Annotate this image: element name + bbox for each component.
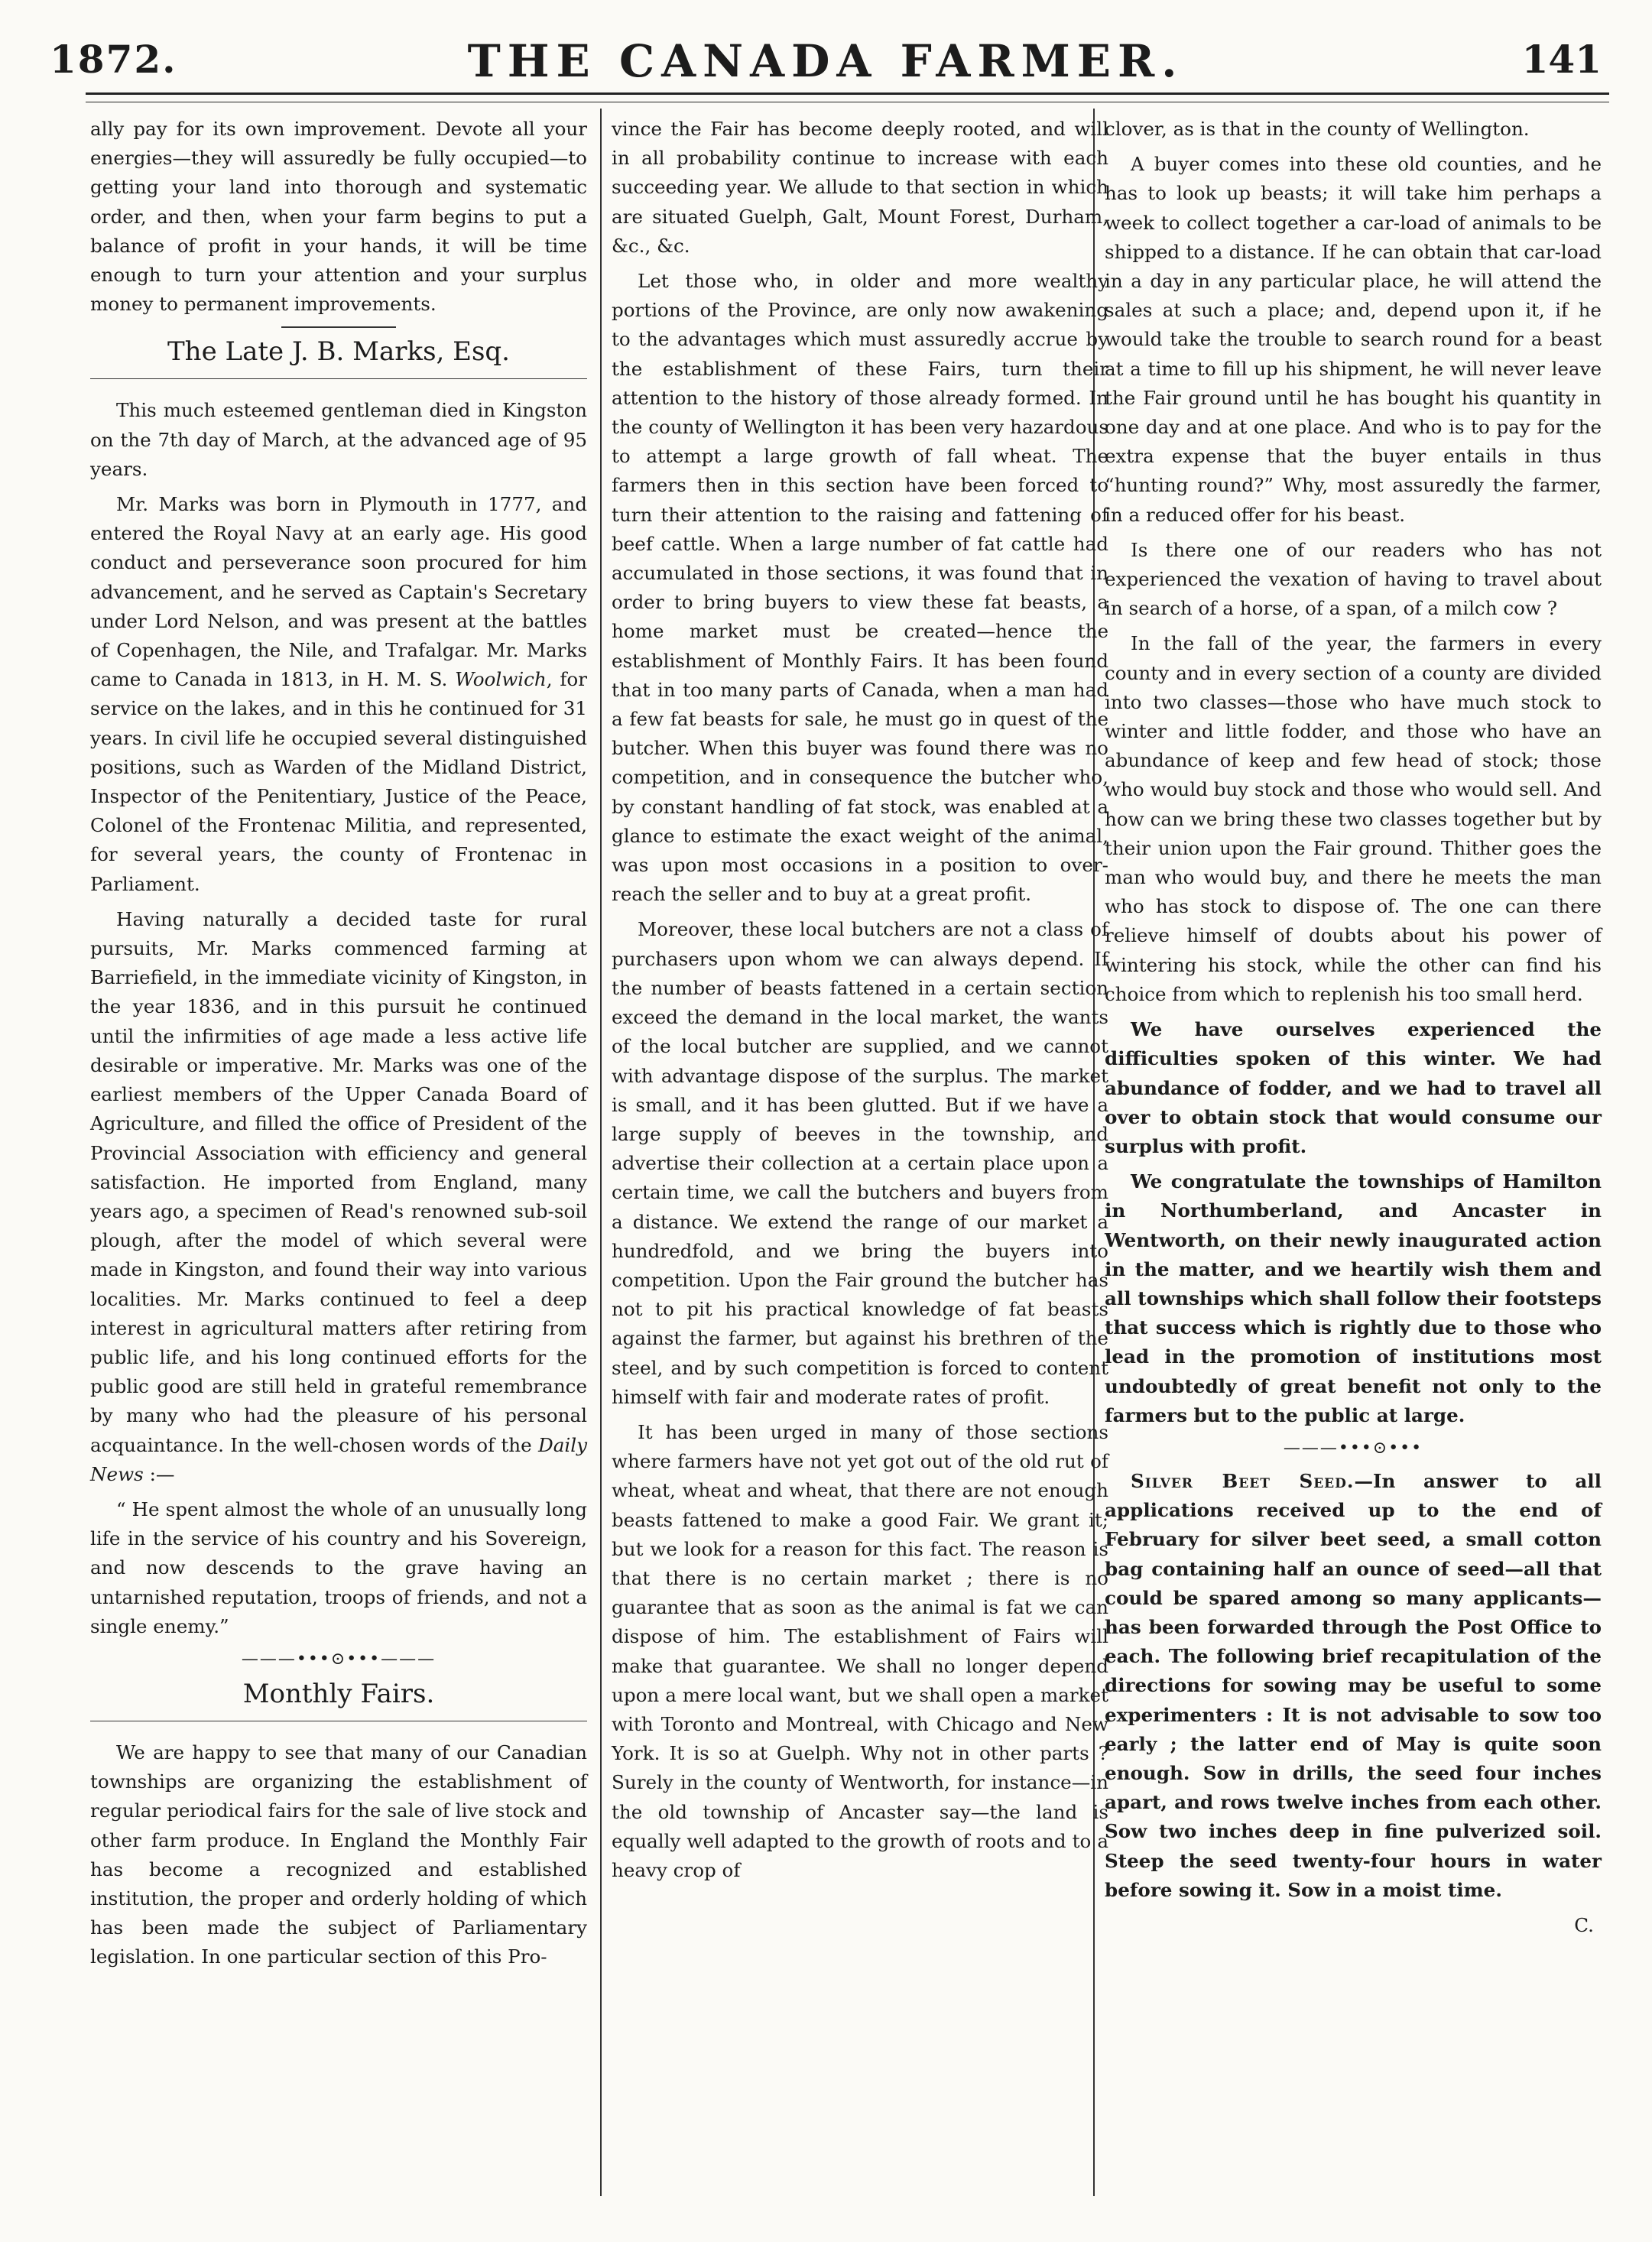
paragraph: ally pay for its own improvement. Devote all your energies—they will assuredly be fully occupied—to getting your land into thorough and systematic order, and then, when your farm begins to put a balance of profit in your hands, it will be time enough to turn your attention and your surplus money to permanent improvements. <box>90 118 587 316</box>
text-run: , for service on the lakes, and in this he continued for 31 years. In civil life he occupied several distinguished positions, such as Warden of the Midland District, Inspector of the Penitentiary, Justice of the Peace, Colonel of the Frontenac Militia, and represented, for several years, the county of Frontenac in Parliament. <box>90 668 587 895</box>
paragraph: We congratulate the townships of Hamilton in Northumberland, and Ancaster in Wentworth, on their newly inaugurated action in the matter, and we heartily wish them and all townships which shall follow their footsteps that success which is rightly due to those who lead in the promotion of institutions most undoubtedly of great benefit not only to the farmers but to the public at large. <box>1105 1170 1602 1426</box>
column-1 <box>90 115 587 1978</box>
paragraph: It has been urged in many of those sections where farmers have not yet got out of the old rut of wheat, wheat and wheat, that there are not enough beasts fattened to make a good Fair. We grant it; but we look for a reason for this fact. The reason is that there is no certain market ; there is no guarantee that as soon as the animal is fat we can dispose of him. The establishment of Fairs will make that guarantee. We shall no longer depend upon a mere local want, but we shall open a market with Toronto and Montreal, with Chicago and New York. It is so at Guelph. Why not in other parts ? Surely in the county of Wentworth, for instance—in the old township of Ancaster say—the land is equally well adapted to the growth of roots and to a heavy crop of <box>612 1420 1108 1881</box>
ship-name: Woolwich <box>455 668 547 691</box>
text-run: :— <box>143 1462 175 1485</box>
paragraph: clover, as is that in the county of Wellington. <box>1105 118 1530 140</box>
paragraph <box>1105 1467 1602 1905</box>
paragraph: Moreover, these local butchers are not a class of purchasers upon whom we can always depend. If the number of beasts fattened in a certain section exceed the demand in the local market, the wants of the local butcher are supplied, and we cannot with advantage dispose of the surplus. The market is small, and it has been glutted. But if we have a large supply of beeves in the township, and advertise their collection at a certain place upon a certain time, we call the butchers and buyers from a distance. We extend the range of our market a hundredfold, and we bring the buyers into competition. Upon the Fair ground the butcher has not to pit his practical knowledge of fat beasts against the farmer, but against his brethren of the steel, and by such competition is forced to content himself with fair and moderate rates of profit. <box>612 918 1108 1408</box>
column-2 <box>612 115 1108 1891</box>
ornament-divider: ———•••⊙•••——— <box>241 1649 437 1669</box>
text-run: —In answer to all applications received up to the end of February for silver beet seed, a small cotton bag containing half an ounce of seed—all that could be spared among so many applicants—has been forwarded through the Post Office to each. The following brief recapitulation of the directions for sowing may be useful to some experimenters : It is not advisable to sow too early ; the latter end of May is quite soon enough. Sow in drills, the seed four inches apart, and rows twelve inches from each other. Sow two inches deep in fine pulverized soil. Steep the seed twenty-four hours in water before sowing it. Sow in a moist time. <box>1105 1469 1602 1901</box>
signature: C. <box>1574 1913 1594 1936</box>
text-run: Mr. Marks was born in Plymouth in 1777, and entered the Royal Navy at an early age. His good conduct and perseverance soon procured for him advancement, and he served as Captain's Secretary under Lord Nelson, and was present at the battles of Copenhagen, the Nile, and Trafalgar. Mr. Marks came to Canada in 1813, in H. M. S. <box>90 493 587 691</box>
masthead-rule <box>86 92 1609 95</box>
paragraph: In the fall of the year, the farmers in every county and in every section of a county are divided into two classes—those who have much stock to winter and little fodder, and those who have an abundance of keep and few head of stock; those who would buy stock and those who would sell. And how can we bring these two classes together but by their union upon the Fair ground. Thither goes the man who would buy, and there he meets the man who has stock to dispose of. The one can there relieve himself of doubts about his power of wintering his stock, while the other can find his choice from which to replenish his too small herd. <box>1105 632 1602 1005</box>
article-heading-marks: The Late J. B. Marks, Esq. <box>167 336 510 368</box>
separator-rule <box>281 326 396 328</box>
ornament-divider: ———•••⊙••• <box>1283 1438 1423 1458</box>
paragraph: vince the Fair has become deeply rooted, and will in all probability continue to increase with each succeeding year. We allude to that section in which are situated Guelph, Galt, Mount Forest, Durham, &c., &c. <box>612 118 1108 257</box>
article-heading-fairs: Monthly Fairs. <box>242 1678 435 1709</box>
paragraph <box>90 490 587 899</box>
paragraph: We have ourselves experienced the difficulties spoken of this winter. We had abundance of fodder, and we had to travel all over to obtain stock that would consume our surplus with profit. <box>1105 1018 1602 1157</box>
heading-rule <box>90 378 587 379</box>
masthead <box>42 35 1609 89</box>
newspaper-name: Daily News <box>90 1433 587 1485</box>
paragraph: Let those who, in older and more wealthy portions of the Province, are only now awakening to the advantages which must assuredly accrue by the establishment of these Fairs, turn their attention to the history of those already formed. In the county of Wellington it has been very hazardous to attempt a large growth of fall wheat. The farmers then in this section have been forced to turn their attention to the raising and fattening of beef cattle. When a large number of fat cattle had accumulated in those sections, it was found that in order to bring buyers to view these fat beasts, a home market must be created—hence the establishment of Monthly Fairs. It has been found that in too many parts of Canada, when a man had a few fat beasts for sale, he must go in quest of the butcher. When this buyer was found there was no competition, and in consequence the butcher who, by constant handling of fat stock, was enabled at a glance to estimate the exact weight of the animal, was upon most occasions in a position to over-reach the seller and to buy at a great profit. <box>612 270 1108 906</box>
paragraph: This much esteemed gentleman died in Kingston on the 7th day of March, at the advanced age of 95 years. <box>90 399 587 480</box>
column-3 <box>1105 115 1602 1940</box>
page-number: 141 <box>1521 37 1602 82</box>
paragraph: Is there one of our readers who has not experienced the vexation of having to travel about in search of a horse, of a span, of a milch cow ? <box>1105 538 1602 620</box>
publication-title: THE CANADA FARMER. <box>467 35 1184 87</box>
column-rule <box>600 109 602 2196</box>
issue-year: 1872. <box>50 37 177 82</box>
section-lead: Silver Beet Seed. <box>1131 1469 1355 1492</box>
text-run: Having naturally a decided taste for rural pursuits, Mr. Marks commenced farming at Barriefield, in the immediate vicinity of Kingston, in the year 1836, and in this pursuit he continued until the infirmities of age made a less active life desirable or imperative. Mr. Marks was one of the earliest members of the Upper Canada Board of Agriculture, and filled the office of President of the Provincial Association with efficiency and general satisfaction. He imported from England, many years ago, a specimen of Read's renowned sub-soil plough, after the model of which several were made in Kingston, and found their way into various localities. Mr. Marks continued to feel a deep interest in agricultural matters after retiring from public life, and his long continued efforts for the public good are still held in grateful remembrance by many who had the pleasure of his personal acquaintance. In the well-chosen words of the <box>90 907 587 1456</box>
quotation: “ He spent almost the whole of an unusually long life in the service of his country and his Sovereign, and now descends to the grave having an untarnished reputation, troops of friends, and not a single enemy.” <box>90 1497 587 1637</box>
paragraph <box>90 905 587 1489</box>
paragraph: A buyer comes into these old counties, and he has to look up beasts; it will take him perhaps a week to collect together a car-load of animals to be shipped to a distance. If he can obtain that car-load in a day in any particular place, he will attend the sales at such a place; and, depend upon it, if he would take the trouble to search round for a beast at a time to fill up his shipment, he will never leave the Fair ground until he has bought his quantity in one day and at one place. And who is to pay for the extra expense that the buyer entails in thus “hunting round?” Why, most assuredly the farmer, in a reduced offer for his beast. <box>1105 153 1602 526</box>
paragraph: We are happy to see that many of our Canadian townships are organizing the establishment of regular periodical fairs for the sale of live stock and other farm produce. In England the Monthly Fair has become a recognized and established institution, the proper and orderly holding of which has been made the subject of Parliamentary legislation. In one particular section of this Pro- <box>90 1741 587 1968</box>
